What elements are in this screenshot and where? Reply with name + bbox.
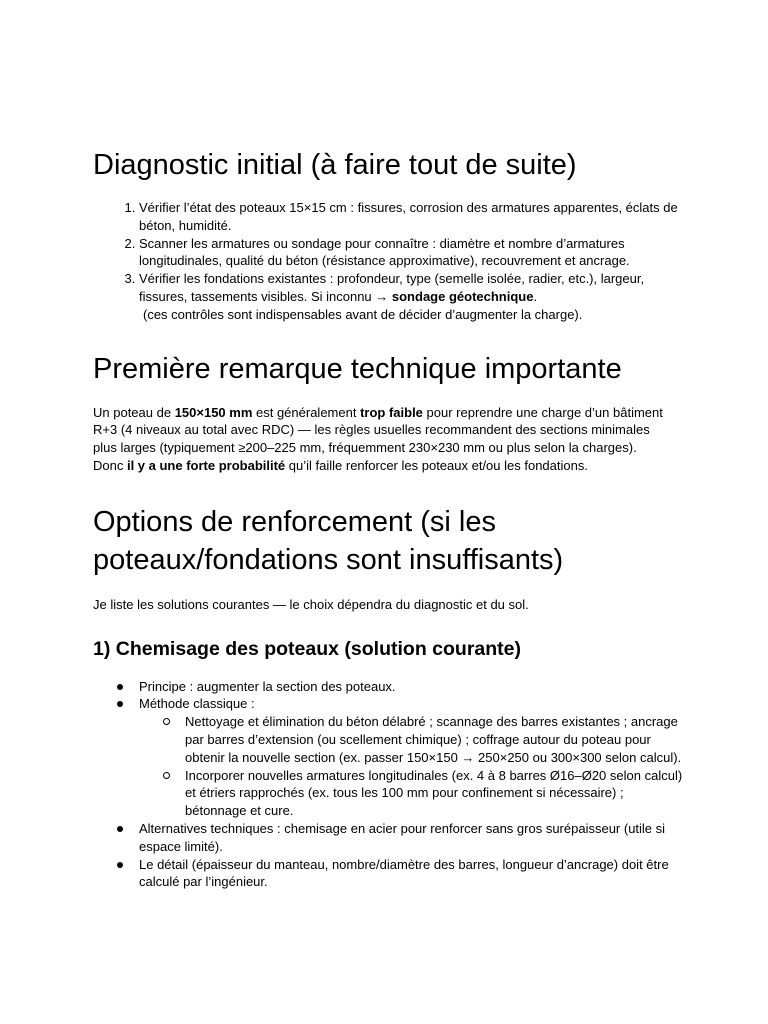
bullet-methode — [139, 695, 683, 820]
diagnostic-list — [93, 199, 683, 306]
options-intro: Je liste les solutions courantes — le choix dépendra du diagnostic et du sol. — [93, 596, 529, 612]
diagnostic-item-3-text: Vérifier les fondations existantes : profondeur, type (semelle isolée, radier, etc.), largeur, fissures, tassements visibles. Si inconnu → — [139, 271, 645, 304]
remarque-bold-2: trop faible — [360, 404, 423, 420]
chemisage-list — [93, 678, 683, 892]
methode-subitem-1: Nettoyage et élimination du béton délabré ; scannage des barres existantes ; ancrage par barres d’extension (ou scellement chimique) ; coffrage autour du poteau pour obtenir la nouvelle section (ex. passer 150×150 → 250×250 ou 300×300 selon calcul). — [185, 714, 682, 765]
heading-diagnostic: Diagnostic initial (à faire tout de suite) — [93, 149, 577, 181]
methode-subitem-2: Incorporer nouvelles armatures longitudinales (ex. 4 à 8 barres Ø16–Ø20 selon calcul) et étriers rapprochés (ex. tous les 100 mm pour confinement si nécessaire) ; bétonnage et cure. — [185, 767, 683, 819]
diagnostic-item-3-end: . — [533, 288, 538, 304]
remarque-text-4: qu’il faille renforcer les poteaux et/ou les fondations. — [285, 457, 588, 473]
diagnostic-item-1: 1. Vérifier l’état des poteaux 15×15 cm : fissures, corrosion des armatures apparentes, éclats de béton, humidité. — [139, 199, 683, 235]
heading-chemisage: 1) Chemisage des poteaux (solution courante) — [93, 637, 521, 660]
diagnostic-item-3-bold: sondage géotechnique — [391, 288, 534, 304]
bullet-methode-label: Méthode classique : — [139, 696, 255, 712]
diagnostic-item-3 — [139, 270, 683, 306]
diagnostic-note: (ces contrôles sont indispensables avant de décider d’augmenter la charge). — [143, 306, 583, 322]
remarque-text-3: pour reprendre une charge d’un bâtiment R+3 (4 niveaux au total avec RDC) — les règles usuelles recommandent des sections minimales plus larges (typiquement ≥200–225 mm, fréquemment 230×230 mm ou plus selon la charges). Donc — [93, 404, 663, 473]
remarque-text-2: est généralement — [252, 404, 361, 420]
heading-options: Options de renforcement (si les poteaux/fondations sont insuffisants) — [93, 505, 564, 576]
remarque-text-1: Un poteau de — [93, 404, 175, 420]
document-content — [93, 146, 683, 891]
remarque-bold-3: il y a une forte probabilité — [126, 457, 286, 473]
bullet-detail: Le détail (épaisseur du manteau, nombre/diamètre des barres, longueur d’ancrage) doit être calculé par l’ingénieur. — [139, 856, 683, 892]
bullet-principe: Principe : augmenter la section des poteaux. — [139, 678, 683, 696]
remarque-bold-1: 150×150 mm — [174, 404, 253, 420]
diagnostic-item-2: 2. Scanner les armatures ou sondage pour connaître : diamètre et nombre d’armatures longitudinales, qualité du béton (résistance approximative), recouvrement et ancrage. — [139, 235, 683, 271]
bullet-alternatives: Alternatives techniques : chemisage en acier pour renforcer sans gros surépaisseur (utile si espace limité). — [139, 820, 683, 856]
remarque-paragraph — [93, 404, 668, 475]
methode-sublist — [139, 713, 683, 820]
heading-remarque: Première remarque technique importante — [93, 352, 622, 385]
